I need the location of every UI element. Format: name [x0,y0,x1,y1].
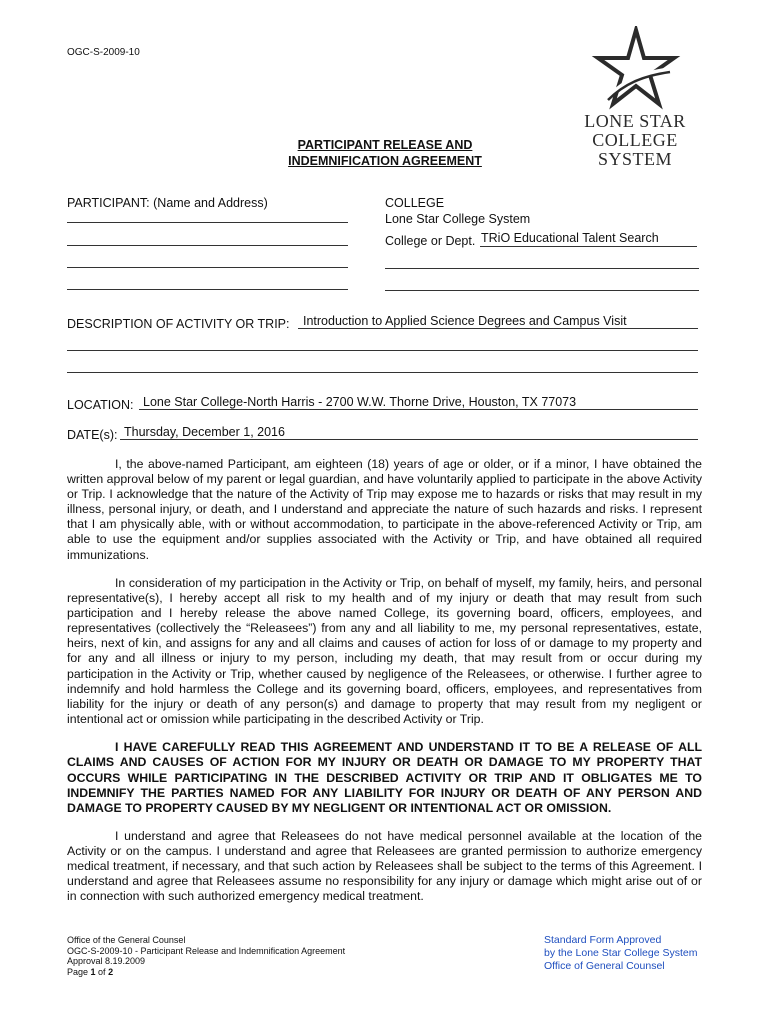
dates-field-line[interactable] [120,439,698,440]
location-value: Lone Star College-North Harris - 2700 W.W. Thorne Drive, Houston, TX 77073 [143,395,577,409]
paragraph-eligibility [67,457,702,563]
logo-line-1: LONE STAR [584,111,686,131]
page-title-line-2: INDEMNIFICATION AGREEMENT [288,154,482,168]
document-id: OGC-S-2009-10 [67,47,140,58]
participant-field-line-1[interactable] [67,222,348,223]
dates-label: DATE(s): [67,428,118,442]
footer-office: Office of the General Counsel [67,935,186,945]
footer-approval-date: Approval 8.19.2009 [67,956,146,966]
participant-label: PARTICIPANT: (Name and Address) [67,196,268,210]
logo-line-2: COLLEGE [592,130,678,150]
paragraph-medical-text: I understand and agree that Releasees do not have medical personnel available at the location of the Activity or on the campus. I understand and agree that Releasees are granted permission to authorize emergency medical treatment, if necessary, and that such action by Releasees shall be subject to the terms of this Agreement. I understand and agree that Releasees assume no responsibility for any injury or damage which might arise out of or in connection with such authorized emergency medical treatment. [67,829,702,904]
activity-value: Introduction to Applied Science Degrees and Campus Visit [303,314,627,328]
participant-field-line-3[interactable] [67,267,348,268]
activity-field-line[interactable] [298,328,698,329]
paragraph-eligibility-text: I, the above-named Participant, am eighteen (18) years of age or older, or if a minor, I have obtained the written approval below of my parent or legal guardian, and have voluntarily applied to participate in the above Activity or Trip. I acknowledge that the nature of the Activity of Trip may expose me to hazards or risks that may result in my illness, personal injury, or death, and I understand and appreciate the nature of such hazards and risks. I represent that I am physically able, with or without accommodation, to participate in the above-referenced Activity or Trip, am able to use the equipment and/or supplies associated with the Activity or Trip, and have obtained all required immunizations. [67,457,702,562]
approval-line-3: Office of General Counsel [544,960,665,972]
approval-stamp [544,934,698,973]
location-field-line[interactable] [139,409,698,410]
paragraph-release [67,576,702,727]
approval-line-2: by the Lone Star College System [544,947,698,959]
approval-line-1: Standard Form Approved [544,934,662,946]
activity-field-line-2[interactable] [67,350,698,351]
dept-field-line[interactable] [480,246,697,247]
college-label: COLLEGE [385,196,445,210]
activity-field-line-3[interactable] [67,372,698,373]
paragraph-release-text: In consideration of my participation in the Activity or Trip, on behalf of myself, my family, heirs, and personal representative(s), I hereby accept all risk to my health and of my injury or death that may result from such participation and I hereby release the above named College, its governing board, officers, employees, and representatives (collectively the “Releasees”) from any and all liability to me, my personal representatives, estate, heirs, next of kin, and assigns for any and all claims and causes of action for loss of or damage to my property and for any and all illness or injury to my person, including my death, that may result from or occur during my participation in the Activity or Trip, whether caused by negligence of the Releasees, or otherwise. I further agree to indemnify and hold harmless the College and its governing board, officers, employees, and representatives from liability for the injury or death of any person(s) and damage to property that may result from my negligent or intentional act or omission while participating in the described Activity or Trip. [67,576,702,726]
footer [67,935,345,977]
college-field-line-2[interactable] [385,290,699,291]
footer-page-number: Page 1 of 2 [67,966,114,977]
paragraph-acknowledgement-text: I HAVE CAREFULLY READ THIS AGREEMENT AND UNDERSTAND IT TO BE A RELEASE OF ALL CLAIMS AND CAUSES OF ACTION FOR MY INJURY OR DEATH OR DAMAGE TO MY PROPERTY THAT OCCURS WHILE PARTICIPATING IN THE DESCRIBED ACTIVITY OR TRIP AND IT OBLIGATES ME TO INDEMNIFY THE PARTIES NAMED FOR ANY LIABILITY FOR INJURY OR DEATH OF ANY PERSON AND DAMAGE TO PROPERTY CAUSED BY MY NEGLIGENT OR INTENTIONAL ACT OR OMISSION. [67,740,702,816]
logo-line-3: SYSTEM [597,149,672,169]
college-field-line-1[interactable] [385,268,699,269]
paragraph-medical [67,829,702,904]
participant-field-line-4[interactable] [67,289,348,290]
footer-form-title: OGC-S-2009-10 - Participant Release and Indemnification Agreement [67,945,346,956]
dept-label: College or Dept. [385,234,476,248]
paragraph-acknowledgement [67,740,702,816]
participant-field-line-2[interactable] [67,245,348,246]
college-name: Lone Star College System [385,212,531,226]
dept-value: TRiO Educational Talent Search [481,231,659,245]
location-label: LOCATION: [67,398,134,412]
page-title-line-1: PARTICIPANT RELEASE AND [297,138,473,152]
dates-value: Thursday, December 1, 2016 [124,425,285,439]
star-logo-icon [580,26,690,116]
activity-label: DESCRIPTION OF ACTIVITY OR TRIP: [67,317,290,331]
